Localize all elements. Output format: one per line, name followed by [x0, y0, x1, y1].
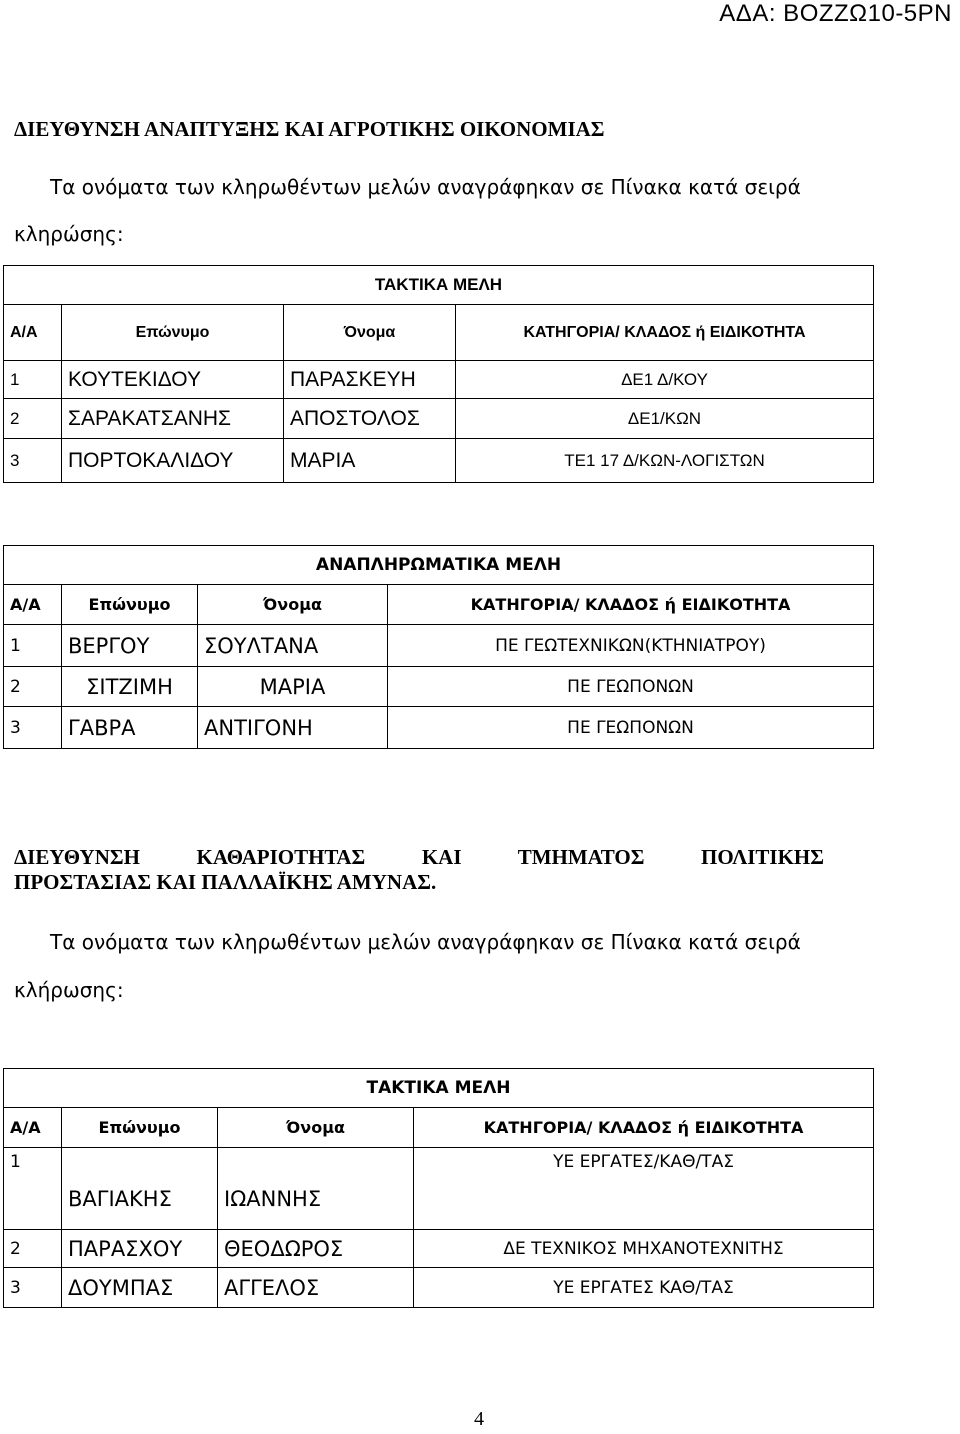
table-title: ΤΑΚΤΙΚΑ ΜΕΛΗ: [4, 1069, 874, 1108]
section2-intro-line1: Τα ονόματα των κληρωθέντων μελών αναγράφηκαν σε Πίνακα κατά σειρά: [50, 930, 801, 954]
header-category: ΚΑΤΗΓΟΡΙΑ/ ΚΛΑΔΟΣ ή ΕΙΔΙΚΟΤΗΤΑ: [456, 305, 874, 361]
row-surname: ΚΟΥΤΕΚΙΔΟΥ: [62, 361, 284, 399]
table-regular-members-1: [3, 265, 874, 483]
row-surname: ΣΑΡΑΚΑΤΣΑΝΗΣ: [62, 399, 284, 439]
table-header-row: [4, 585, 874, 625]
row-surname: ΒΑΓΙΑΚΗΣ: [62, 1148, 218, 1230]
header-aa: Α/Α: [4, 1108, 62, 1148]
row-number: 1: [4, 625, 62, 667]
row-surname: ΠΑΡΑΣΧΟΥ: [62, 1230, 218, 1268]
row-category: ΤΕ1 17 Δ/ΚΩΝ-ΛΟΓΙΣΤΩΝ: [456, 439, 874, 483]
section1-heading: ΔΙΕΥΘΥΝΣΗ ΑΝΑΠΤΥΞΗΣ ΚΑΙ ΑΓΡΟΤΙΚΗΣ ΟΙΚΟΝΟΜΙΑΣ: [14, 117, 605, 141]
table-row: [4, 361, 874, 399]
row-surname: ΓΑΒΡΑ: [62, 707, 198, 749]
table-row: [4, 667, 874, 707]
row-number: 3: [4, 707, 62, 749]
row-number: 1: [4, 361, 62, 399]
section2-intro-line2: κλήρωσης:: [14, 978, 124, 1002]
row-category: ΠΕ ΓΕΩΠΟΝΩΝ: [388, 707, 874, 749]
header-name: Όνομα: [218, 1108, 414, 1148]
section1-intro-line1: Τα ονόματα των κληρωθέντων μελών αναγράφηκαν σε Πίνακα κατά σειρά: [50, 175, 801, 199]
row-number: 1: [4, 1148, 62, 1230]
header-name: Όνομα: [284, 305, 456, 361]
header-surname: Επώνυμο: [62, 1108, 218, 1148]
header-category: ΚΑΤΗΓΟΡΙΑ/ ΚΛΑΔΟΣ ή ΕΙΔΙΚΟΤΗΤΑ: [388, 585, 874, 625]
section2-heading-line1: ΔΙΕΥΘΥΝΣΗ ΚΑΘΑΡΙΟΤΗΤΑΣ ΚΑΙ ΤΜΗΜΑΤΟΣ ΠΟΛΙΤΙΚΗΣ: [14, 845, 824, 869]
row-category: ΥΕ ΕΡΓΑΤΕΣ/ΚΑΘ/ΤΑΣ: [414, 1148, 874, 1230]
row-number: 2: [4, 399, 62, 439]
header-surname: Επώνυμο: [62, 585, 198, 625]
section2-heading-line2: ΠΡΟΣΤΑΣΙΑΣ ΚΑΙ ΠΑΛΛΑΪΚΗΣ ΑΜΥΝΑΣ.: [14, 870, 437, 894]
row-name: ΜΑΡΙΑ: [284, 439, 456, 483]
header-aa: Α/Α: [4, 305, 62, 361]
section2-heading: [14, 845, 824, 895]
row-surname: ΔΟΥΜΠΑΣ: [62, 1268, 218, 1308]
row-surname: ΠΟΡΤΟΚΑΛΙΔΟΥ: [62, 439, 284, 483]
table-row: [4, 1268, 874, 1308]
table-header-row: [4, 1108, 874, 1148]
table-row: [4, 707, 874, 749]
row-number: 3: [4, 439, 62, 483]
section1-intro-line2: κληρώσης:: [14, 222, 124, 246]
row-name: ΑΝΤΙΓΟΝΗ: [198, 707, 388, 749]
table-row: [4, 399, 874, 439]
row-category: ΔΕ ΤΕΧΝΙΚΟΣ ΜΗΧΑΝΟΤΕΧΝΙΤΗΣ: [414, 1230, 874, 1268]
row-name: ΙΩΑΝΝΗΣ: [218, 1148, 414, 1230]
header-surname: Επώνυμο: [62, 305, 284, 361]
table-row: [4, 439, 874, 483]
header-category: ΚΑΤΗΓΟΡΙΑ/ ΚΛΑΔΟΣ ή ΕΙΔΙΚΟΤΗΤΑ: [414, 1108, 874, 1148]
row-number: 2: [4, 667, 62, 707]
table-row: [4, 1148, 874, 1230]
row-number: 3: [4, 1268, 62, 1308]
table-alternate-members-1: [3, 545, 874, 749]
table-header-row: [4, 305, 874, 361]
header-name: Όνομα: [198, 585, 388, 625]
ada-code: ΑΔΑ: ΒΟΖΖΩ10-5ΡΝ: [719, 0, 952, 27]
row-name: ΑΠΟΣΤΟΛΟΣ: [284, 399, 456, 439]
table-regular-members-2: [3, 1068, 874, 1308]
page-number: 4: [474, 1408, 484, 1430]
row-name: ΣΟΥΛΤΑΝΑ: [198, 625, 388, 667]
row-category: ΠΕ ΓΕΩΠΟΝΩΝ: [388, 667, 874, 707]
row-category: ΔΕ1/ΚΩΝ: [456, 399, 874, 439]
table-title: ΤΑΚΤΙΚΑ ΜΕΛΗ: [4, 266, 874, 305]
table-title: ΑΝΑΠΛΗΡΩΜΑΤΙΚΑ ΜΕΛΗ: [4, 546, 874, 585]
row-name: ΑΓΓΕΛΟΣ: [218, 1268, 414, 1308]
table-row: [4, 1230, 874, 1268]
row-name: ΜΑΡΙΑ: [198, 667, 388, 707]
row-category: ΥΕ ΕΡΓΑΤΕΣ ΚΑΘ/ΤΑΣ: [414, 1268, 874, 1308]
row-category: ΔΕ1 Δ/ΚΟΥ: [456, 361, 874, 399]
row-number: 2: [4, 1230, 62, 1268]
row-name: ΘΕΟΔΩΡΟΣ: [218, 1230, 414, 1268]
row-surname: ΒΕΡΓΟΥ: [62, 625, 198, 667]
header-aa: Α/Α: [4, 585, 62, 625]
table-row: [4, 625, 874, 667]
row-surname: ΣΙΤΖΙΜΗ: [62, 667, 198, 707]
row-name: ΠΑΡΑΣΚΕΥΗ: [284, 361, 456, 399]
row-category: ΠΕ ΓΕΩΤΕΧΝΙΚΩΝ(ΚΤΗΝΙΑΤΡΟΥ): [388, 625, 874, 667]
